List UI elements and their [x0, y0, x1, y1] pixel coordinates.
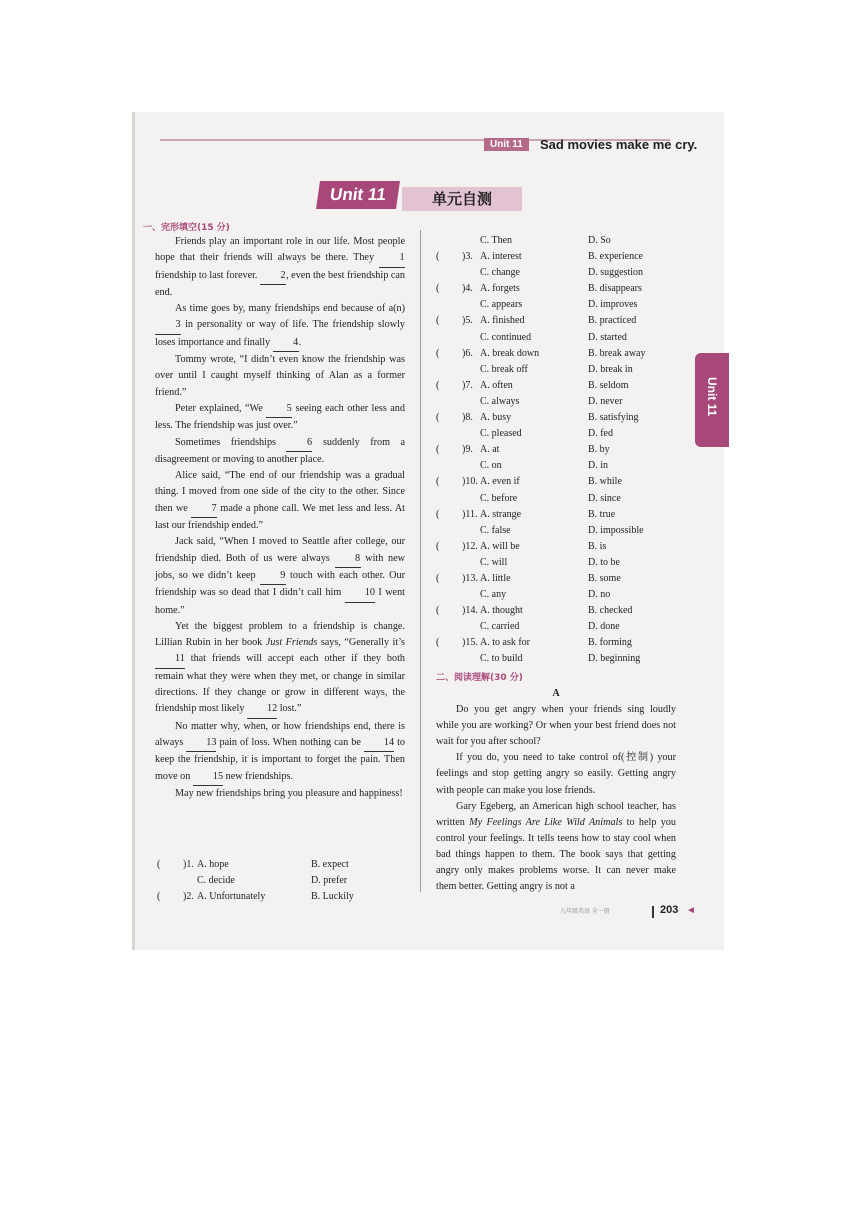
- option-row: C. carried D. done: [480, 621, 620, 633]
- reading-passage: [436, 686, 676, 895]
- option-row: ( )4. A. forgets B. disappears: [436, 283, 642, 295]
- option-row: ( )6. A. break down B. break away: [436, 347, 646, 359]
- reading-heading: 二、阅读理解(30 分): [436, 673, 523, 683]
- option-row: C. to build D. beginning: [480, 653, 641, 665]
- option-row: ( )3. A. interest B. experience: [436, 251, 643, 263]
- header-title: Sad movies make me cry.: [540, 137, 698, 152]
- unit-banner: [318, 181, 522, 211]
- option-row: C. before D. since: [480, 492, 621, 504]
- header-unit-badge: Unit 11: [484, 138, 529, 151]
- banner-unit: Unit 11: [316, 181, 400, 209]
- banner-label: 单元自测: [402, 187, 522, 211]
- side-unit-tab: Unit 11: [695, 353, 729, 447]
- reading-paragraph: If you do, you need to take control of(控制) your feelings and stop getting angry so easily. Getting angry with people can make you lose friends.: [436, 752, 676, 796]
- reading-letter: A: [552, 688, 560, 699]
- left-options: [157, 857, 407, 905]
- option-row: C. false D. impossible: [480, 524, 644, 536]
- right-options: [436, 233, 676, 668]
- passage-paragraph: Jack said, “When I moved to Seattle after college, our friendship died. Both of us were always 8 with new jobs, so we didn’t keep 9 touch with each other. Our friendship was so dead that I didn’t call him 10 I went home.”: [155, 536, 406, 616]
- option-row: C. decide D. prefer: [197, 875, 348, 887]
- option-row: ( )2. A. Unfortunately B. Luckily: [157, 891, 354, 903]
- option-row: ( )9. A. at B. by: [436, 444, 610, 456]
- reading-paragraph: Do you get angry when your friends sing loudly while you are working? Or when your best friend does not wait for you after school?: [436, 704, 676, 748]
- passage-paragraph: May new friendships bring you pleasure and happiness!: [175, 787, 403, 799]
- passage-paragraph: No matter why, when, or how friendships end, there is always 13 pain of loss. When nothing can be 14 to keep the friendship, it is important to forget the pain. Then move on 15 new friendships.: [155, 719, 405, 786]
- option-row: C. continued D. started: [480, 331, 627, 343]
- option-row: C. change D. suggestion: [480, 267, 643, 279]
- passage-paragraph: Alice said, “The end of our friendship was a gradual thing. I moved from one side of the city to the other. Since then we 7 made a phone call. We met less and less. At last our friendship ended.”: [155, 470, 406, 532]
- option-row: ( )15. A. to ask for B. forming: [436, 637, 632, 649]
- cloze-heading: 一、完形填空(15 分): [143, 223, 230, 233]
- passage-paragraph: Peter explained, “We 5 seeing each other less and less. The friendship was just over.”: [155, 402, 405, 432]
- option-row: ( )14. A. thought B. checked: [436, 605, 633, 617]
- option-row: ( )7. A. often B. seldom: [436, 379, 629, 391]
- option-row: C. on D. in: [480, 460, 608, 472]
- reading-paragraph: Gary Egeberg, an American high school teacher, has written My Feelings Are Like Wild Animals to help you control your feelings. It tells teens how to stay cool when bad things happen to them. The book says that getting angry only makes problems worse. It can never make them better. Getting angry is not a: [436, 800, 676, 893]
- option-row: ( )11. A. strange B. true: [436, 508, 616, 520]
- passage-paragraph: Yet the biggest problem to a friendship is change. Lillian Rubin in her book Just Friends says, “Generally it’s 11 that friends will accept each other if they both remain what they were when they met, or change in similar directions. If they change or grow in different ways, the friendship most likely 12 lost.”: [155, 619, 405, 719]
- passage-paragraph: As time goes by, many friendships end because of a(n) 3 in personality or way of life. The friendship slowly loses importance and finally 4.: [155, 301, 405, 352]
- arrow-icon: ◄: [686, 905, 696, 916]
- option-row: ( )8. A. busy B. satisfying: [436, 412, 639, 424]
- footer-separator: [652, 906, 654, 918]
- cloze-passage: [155, 234, 405, 802]
- passage-paragraph: Sometimes friendships 6 suddenly from a disagreement or moving to another place.: [155, 436, 405, 465]
- option-row: ( )10. A. even if B. while: [436, 476, 622, 488]
- option-row: C. break off D. break in: [480, 363, 633, 375]
- page-fold: [132, 112, 135, 950]
- option-row: C. always D. never: [480, 395, 623, 407]
- passage-paragraph: Tommy wrote, “I didn’t even know the friendship was over until I caught myself thinking of Alan as a former friend.”: [155, 354, 405, 398]
- page-number: 203: [660, 904, 679, 916]
- option-row: ( )13. A. little B. some: [436, 572, 621, 584]
- option-row: C. any D. no: [480, 589, 611, 601]
- column-divider: [420, 230, 421, 892]
- option-row: C. pleased D. fed: [480, 428, 613, 440]
- option-row: C. Then D. So: [480, 235, 611, 246]
- footer-series: 九年级英语 全一册: [560, 909, 610, 915]
- option-row: C. appears D. improves: [480, 299, 638, 311]
- passage-paragraph: Friends play an important role in our life. Most people hope that their friends will always be there. They 1 friendship to last forever. 2, even the best friendship can end.: [155, 236, 405, 298]
- option-row: ( )1. A. hope B. expect: [157, 859, 349, 870]
- option-row: ( )5. A. finished B. practiced: [436, 315, 637, 327]
- option-row: ( )12. A. will be B. is: [436, 540, 607, 552]
- option-row: C. will D. to be: [480, 556, 620, 568]
